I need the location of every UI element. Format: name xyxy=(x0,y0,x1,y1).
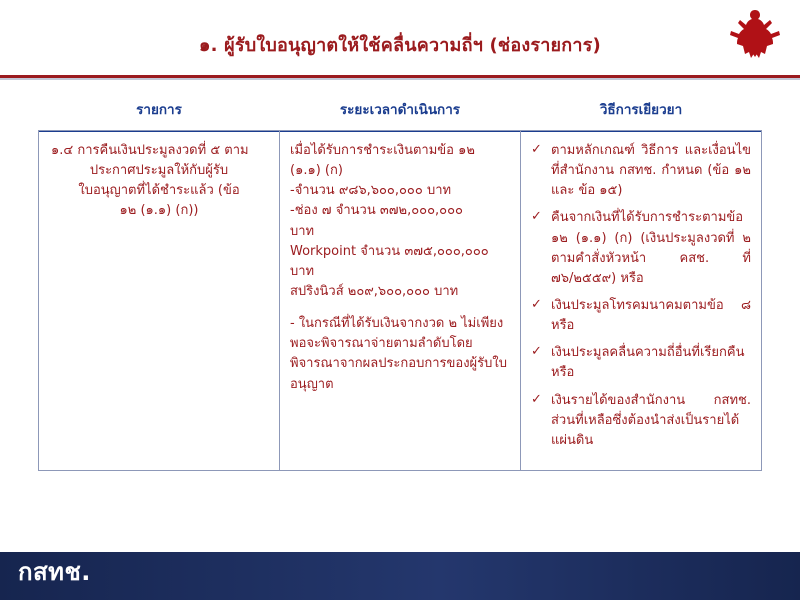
list-item xyxy=(531,296,751,336)
list-item xyxy=(531,141,751,201)
column-header-duration: ระยะเวลาดำเนินการ xyxy=(339,102,461,118)
list-item xyxy=(531,343,751,383)
list-item-label: คืนจากเงินที่ได้รับการชำระตามข้อ ๑๒ (๑.๑) (ก) (เงินประมูลงวดที่ ๒ ตามคำสั่งหัวหน้า คสช. ที่ ๗๖/๒๕๕๙) หรือ xyxy=(551,210,751,286)
footer-band xyxy=(0,552,800,600)
duration-line-3: -จำนวน ๙๘๖,๖๐๐,๐๐๐ บาท xyxy=(290,183,452,199)
check-mark-icon: ✓ xyxy=(531,344,542,360)
duration-line-4: -ช่อง ๗ จำนวน ๓๗๒,๐๐๐,๐๐๐ xyxy=(290,203,463,219)
remedy-list xyxy=(531,141,751,451)
cell-item xyxy=(39,131,280,471)
duration-line-5: บาท xyxy=(290,223,315,239)
header-secondary-rule xyxy=(0,78,800,80)
check-mark-icon: ✓ xyxy=(531,391,542,407)
list-item xyxy=(531,391,751,451)
column-header-item: รายการ xyxy=(136,102,182,118)
cell-remedy xyxy=(521,131,762,471)
duration-spacer xyxy=(290,302,510,314)
item-line-2: ประกาศประมูลให้กับผู้รับ xyxy=(89,163,229,179)
check-mark-icon: ✓ xyxy=(531,296,542,312)
content-table xyxy=(38,92,762,471)
page-title: ๑. ผู้รับใบอนุญาตให้ใช้คลื่นความถี่ฯ (ช่องรายการ) xyxy=(199,35,601,56)
column-header-remedy: วิธีการเยียวยา xyxy=(599,102,683,118)
duration-line-1: เมื่อได้รับการชำระเงินตามข้อ ๑๒ xyxy=(290,143,475,158)
table-row xyxy=(39,131,762,471)
item-line-1: ๑.๔ การคืนเงินประมูลงวดที่ ๕ ตาม xyxy=(51,143,249,158)
duration-line-6: Workpoint จำนวน ๓๗๕,๐๐๐,๐๐๐ xyxy=(290,243,489,259)
list-item-label: เงินประมูลคลื่นความถี่อื่นที่เรียกคืน หรือ xyxy=(551,345,745,381)
check-mark-icon: ✓ xyxy=(531,142,542,157)
duration-line-2: (๑.๑) (ก) xyxy=(290,163,343,179)
duration-line-7: บาท xyxy=(290,263,315,279)
duration-paragraph-2: - ในกรณีที่ได้รับเงินจากงวด ๒ ไม่เพียงพอจะพิจารณาจ่ายตามลำดับโดยพิจารณาจากผลประกอบการของผู้รับใบอนุญาต xyxy=(290,316,507,392)
list-item-label: เงินประมูลโทรคมนาคมตามข้อ ๘ หรือ xyxy=(551,297,751,334)
list-item-label: เงินรายได้ของสำนักงาน กสทช. ส่วนที่เหลือซึ่งต้องนำส่งเป็นรายได้แผ่นดิน xyxy=(551,392,751,448)
content-table-wrapper xyxy=(38,92,762,471)
check-mark-icon: ✓ xyxy=(531,209,542,225)
cell-duration xyxy=(280,131,521,471)
duration-line-8: สปริงนิวส์ ๒๐๙,๖๐๐,๐๐๐ บาท xyxy=(290,283,459,299)
table-header-row xyxy=(39,92,762,131)
item-line-3: ใบอนุญาตที่ได้ชำระแล้ว (ข้อ xyxy=(78,183,240,199)
list-item-label: ตามหลักเกณฑ์ วิธีการ และเงื่อนไขที่สำนักงาน กสทช. กำหนด (ข้อ ๑๒ และ ข้อ ๑๕) xyxy=(551,143,751,199)
item-line-4: ๑๒ (๑.๑) (ก)) xyxy=(119,203,199,219)
list-item xyxy=(531,208,751,289)
footer-logo: กสทช. xyxy=(18,558,91,586)
